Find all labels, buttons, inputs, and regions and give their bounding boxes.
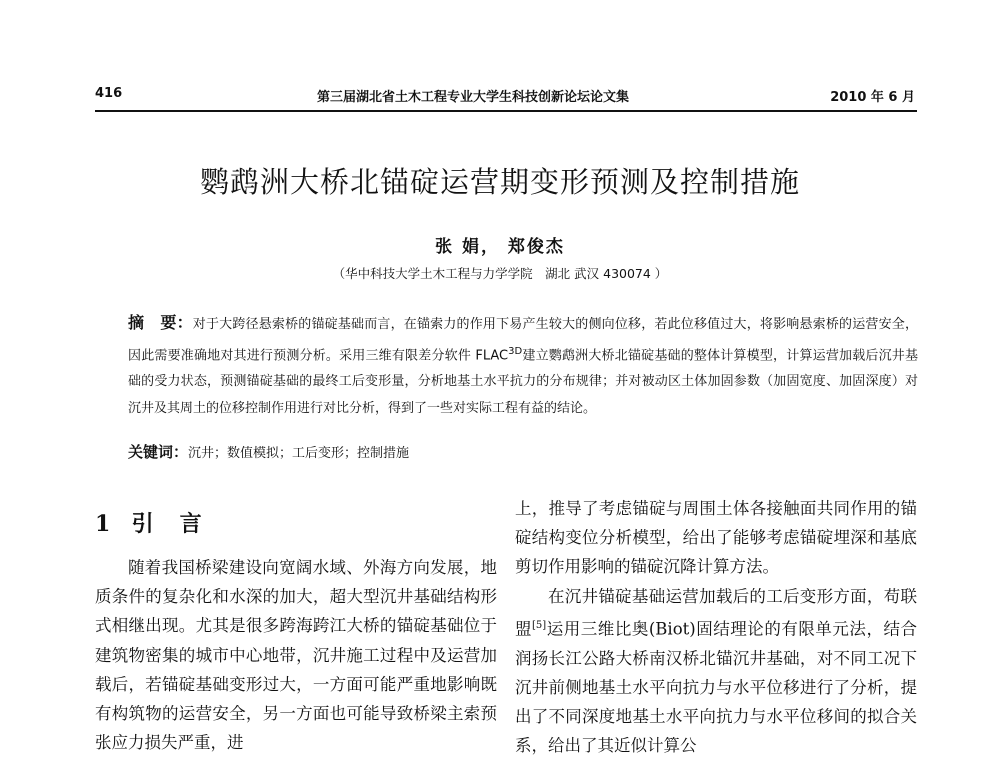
section-title: 引 言 [131, 511, 204, 537]
abstract-text-cont: 建立鹦鹉洲大桥北锚碇基础的整体计算模型，计算运营加载后沉井基础的受力状态，预测锚碇基础的最终工后变形量，分析地基土水平抗力的分布规律；并对被动区土体加固参数（加固宽度、加固深度）对沉井及其周土的位移控制作用进行对比分析，得到了一些对实际工程有益的结论。 [128, 347, 918, 416]
paragraph: 上，推导了考虑锚碇与周围土体各接触面共同作用的锚碇结构变位分析模型，给出了能够考虑锚碇埋深和基底剪切作用影响的锚碇沉降计算方法。 [515, 499, 917, 577]
abstract [128, 310, 918, 422]
right-column [515, 494, 917, 760]
paper-title: 鹦鹉洲大桥北锚碇运营期变形预测及控制措施 [199, 165, 800, 199]
text: 在沉井锚碇基础运营加载后的工后变形方面，苟联盟 [515, 586, 917, 639]
journal-name: 第三届湖北省土木工程专业大学生科技创新论坛论文集 [317, 90, 630, 105]
paragraph [515, 582, 917, 760]
text: 运用三维比奥(Biot)固结理论的有限单元法，结合润扬长江公路大桥南汉桥北锚沉井基础，对不同工况下沉井前侧地基土水平向抗力与水平位移进行了分析，提出了不同深度地基土水平向抗力与水平位移间的拟合关系，给出了其近似计算公 [515, 619, 918, 756]
section-number: 1 [95, 511, 113, 537]
section-heading [95, 507, 204, 538]
citation: [5] [532, 619, 547, 631]
paragraph: 随着我国桥梁建设向宽阔水域、外海方向发展，地质条件的复杂化和水深的加大，超大型沉井基础结构形式相继出现。尤其是很多跨海跨江大桥的锚碇基础位于建筑物密集的城市中心地带，沉井施工过程中及运营加载后，若锚碇基础变形过大，一方面可能严重地影响既有构筑物的运营安全，另一方面也可能导致桥梁主索预张应力损失严重，进 [95, 558, 497, 753]
page-number: 416 [95, 86, 123, 101]
issue-date: 2010 年 6 月 [830, 90, 915, 105]
keywords [128, 441, 409, 462]
keywords-text: 沉井；数值模拟；工后变形；控制措施 [188, 446, 410, 461]
abstract-label: 摘 要： [128, 313, 193, 332]
abstract-text: 对于大跨径悬索桥的锚碇基础而言，在锚索力的作用下易产生较大的侧向位移，若此位移值过大，将影响悬索桥的运营安全，因此需要准确地对其进行预测分析。采用三维有限差分软件 FLAC [128, 317, 918, 363]
header-rule [95, 110, 917, 112]
left-column [95, 553, 497, 757]
superscript: 3D [508, 345, 523, 357]
keywords-label: 关键词： [128, 443, 189, 461]
running-header [95, 86, 915, 106]
affiliation: （华中科技大学土木工程与力学学院 湖北 武汉 430074 ） [332, 266, 668, 281]
authors: 张 娟， 郑俊杰 [435, 237, 565, 257]
